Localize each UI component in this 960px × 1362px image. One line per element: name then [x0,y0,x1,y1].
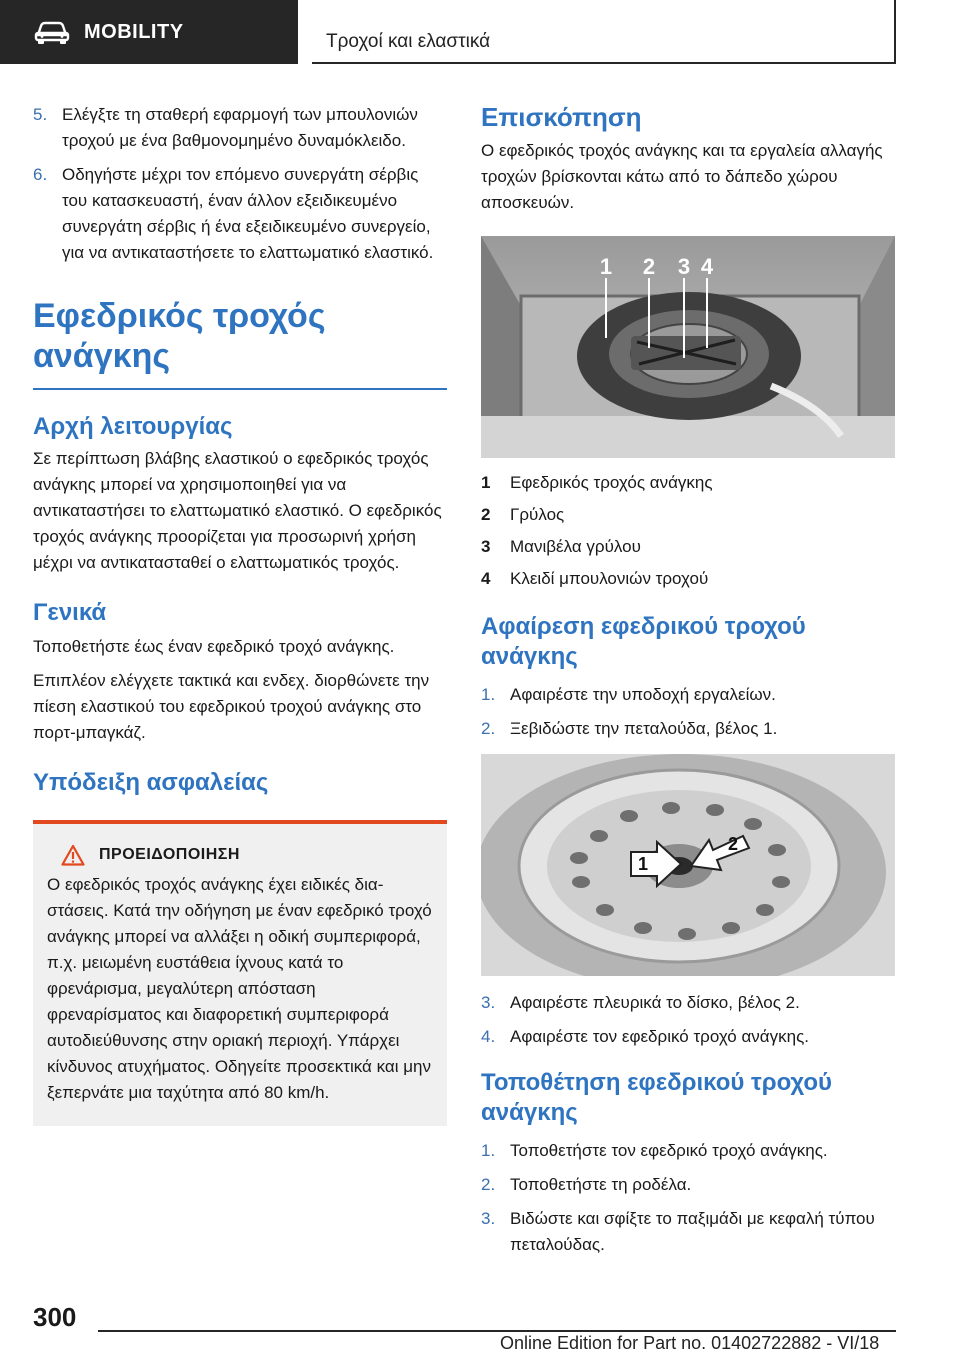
page-number: 300 [33,1302,77,1332]
spare-wheel-trunk-image [481,236,895,458]
principle-text: Σε περίπτωση βλάβης ελαστικού ο εφεδρικός τροχός ανάγκης μπορεί να χρησιμοποιηθεί για να αντικαταστήσει το ελαττωματικό ελαστικό. Ο εφεδρικός τροχός ανάγκης προορίζεται για προσωρινή χρήση μέχρι να αντικατασταθεί ο ελαττωματικός τροχός. [33,449,442,572]
step-text: Οδηγήστε μέχρι τον επόμενο συνεργάτη σέρβις του κατασκευαστή, έναν άλλον εξειδικευμένο συνεργάτη σέρβις ή ένα εξειδικευμένο συνεργείο, για να αντικαταστήσετε το ελαττωματικό ελαστικό. [62,165,434,262]
removal-heading [481,612,895,672]
principle-heading: Αρχή λειτουργίας [33,413,233,440]
step-text: Αφαιρέστε την υποδοχή εργαλείων. [510,685,776,704]
warning-text: Ο εφεδρικός τροχός ανάγκης έχει ειδικές διαστάσεις. Κατά την οδήγηση με έναν εφεδρικό τροχό ανάγκης μπορεί να αλλάξει η οδική συμπεριφορά, π.χ. μειωμένη ευστάθεια ίχνους κατά το φρενάρισμα, μεγαλύτερη απόσταση φρεναρίσματος και διαφορετική συμπεριφορά αυτοδιεύθυνσης στην οριακή περιοχή. Υπάρχει κίνδυνος ατυχήματος. Οδηγείτε προσεκτικά και μην ξεπερνάτε μια ταχύτητα από 80 km/h. [47,875,432,1102]
step-text: Τοποθετήστε τον εφεδρικό τροχό ανάγκης. [510,1141,828,1160]
step-text: Τοποθετήστε τη ροδέλα. [510,1175,692,1194]
figure2-callout-1: 1 [637,854,649,874]
step-number: 2. [481,719,496,738]
install-heading [481,1068,895,1128]
removal-heading-line2: ανάγκης [481,643,578,670]
header-section-label: MOBILITY [84,20,184,43]
legend-list [481,470,895,592]
step-number: 2. [481,1175,496,1194]
step-number: 6. [33,165,48,184]
car-icon [34,19,70,45]
footer-divider [98,1330,896,1332]
step-text: Αφαιρέστε τον εφεδρικό τροχό ανάγκης. [510,1027,809,1046]
legend-item [481,470,895,496]
header-chapter [312,0,896,64]
step-text: Αφαιρέστε πλευρικά το δίσκο, βέλος 2. [510,993,800,1012]
figure1-callout-1: 1 [599,254,613,279]
legend-item [481,566,895,592]
removal-steps-b [481,990,895,1050]
figure1-callout-4: 4 [700,254,714,279]
header-chapter-title: Τροχοί και ελαστικά [326,31,491,52]
removal-steps-a [481,682,895,742]
warning-label: ΠΡΟΕΙΔΟΠΟΙΗΣΗ [99,846,240,863]
step-text: Βιδώστε και σφίξτε το παξιμάδι με κεφαλή τύπου πεταλούδας. [510,1209,875,1254]
legend-item [481,534,895,560]
general-heading: Γενικά [33,599,107,626]
main-title [33,296,447,376]
step-number: 1. [481,1141,496,1160]
left-column [33,100,447,1126]
install-heading-line1: Τοποθέτηση εφεδρικού τροχού [481,1069,832,1096]
step-item [481,716,895,742]
legend-number: 4 [481,569,491,588]
overview-heading: Επισκόπηση [481,102,642,132]
figure1-callout-2: 2 [642,254,656,279]
step-item [481,1206,895,1258]
footer-edition: Online Edition for Part no. 01402722882 - VI/18 [500,1333,880,1353]
step-number: 3. [481,1209,496,1228]
step-number: 5. [33,105,48,124]
wing-nut-wheel-image [481,754,895,976]
legend-number: 2 [481,505,491,524]
step-text: Ελέγξτε τη σταθερή εφαρμογή των μπουλονιών τροχού με ένα βαθμονομημένο δυναμόκλειδο. [62,105,418,150]
legend-item [481,502,895,528]
general-text-2: Επιπλέον ελέγχετε τακτικά και ενδεχ. διορθώνετε την πίεση ελαστικού του εφεδρικού τροχού ανάγκης στο πορτ-μπαγκάζ. [33,671,430,742]
step-item [481,1024,895,1050]
general-text-1: Τοποθετήστε έως έναν εφεδρικό τροχό ανάγκης. [33,637,395,656]
removal-heading-line1: Αφαίρεση εφεδρικού τροχού [481,613,806,640]
legend-text: Γρύλος [510,505,565,524]
figure2-callout-2: 2 [727,834,739,854]
main-title-line2: ανάγκης [33,337,171,375]
safety-heading: Υπόδειξη ασφαλείας [33,769,269,796]
main-title-line1: Εφεδρικός τροχός [33,297,326,335]
install-steps [481,1138,895,1258]
legend-text: Μανιβέλα γρύλου [510,537,641,556]
legend-number: 1 [481,473,491,492]
step-item [481,1172,895,1198]
header-section-tab [0,0,298,64]
overview-text: Ο εφεδρικός τροχός ανάγκης και τα εργαλεία αλλαγής τροχών βρίσκονται κάτω από το δάπεδο χώρου αποσκευών. [481,141,883,212]
step-number: 1. [481,685,496,704]
step-item [481,990,895,1016]
title-divider [33,388,447,390]
step-text: Ξεβιδώστε την πεταλούδα, βέλος 1. [510,719,778,738]
install-heading-line2: ανάγκης [481,1099,578,1126]
step-item [481,1138,895,1164]
legend-number: 3 [481,537,491,556]
step-item [33,102,447,154]
warning-box [33,820,447,1126]
step-number: 4. [481,1027,496,1046]
legend-text: Κλειδί μπουλονιών τροχού [510,569,709,588]
figure1-callout-3: 3 [677,254,691,279]
legend-text: Εφεδρικός τροχός ανάγκης [510,473,713,492]
step-item [33,162,447,266]
right-column [481,100,895,1266]
warning-header [47,844,433,866]
steps-top [33,102,447,266]
warning-triangle-icon [61,844,85,866]
step-item [481,682,895,708]
step-number: 3. [481,993,496,1012]
